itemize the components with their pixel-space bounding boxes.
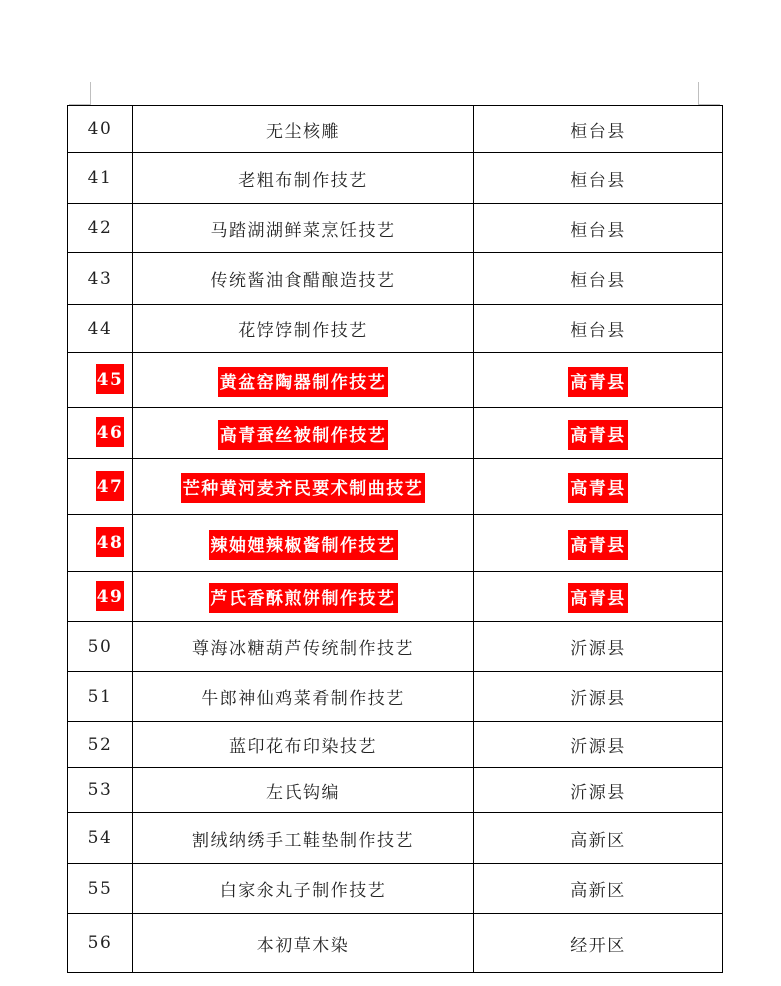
project-name-text: 高青蚕丝被制作技艺 bbox=[218, 420, 389, 450]
county-cell bbox=[474, 722, 723, 768]
row-number-text: 46 bbox=[96, 417, 125, 447]
project-name-text: 无尘核雕 bbox=[266, 121, 340, 142]
table-row bbox=[68, 768, 723, 813]
row-number-cell bbox=[68, 864, 133, 914]
table-row bbox=[68, 153, 723, 204]
table-row bbox=[68, 813, 723, 864]
county-text: 高青县 bbox=[568, 473, 628, 503]
project-name-cell bbox=[133, 864, 474, 914]
row-number-text: 56 bbox=[87, 933, 113, 953]
row-number-text: 44 bbox=[87, 318, 113, 339]
county-text: 高青县 bbox=[568, 583, 628, 613]
county-cell bbox=[474, 459, 723, 515]
project-name-text: 老粗布制作技艺 bbox=[238, 170, 368, 191]
row-number-text: 48 bbox=[96, 527, 125, 557]
row-number-cell bbox=[68, 722, 133, 768]
county-text: 桓台县 bbox=[570, 271, 626, 291]
table-row bbox=[68, 408, 723, 459]
table-row bbox=[68, 106, 723, 153]
row-number-cell bbox=[68, 572, 133, 622]
county-cell bbox=[474, 253, 723, 305]
project-name-text: 本初草木染 bbox=[256, 935, 350, 956]
row-number-text: 55 bbox=[87, 878, 113, 899]
county-cell bbox=[474, 106, 723, 153]
county-cell bbox=[474, 672, 723, 722]
project-name-cell bbox=[133, 515, 474, 572]
county-cell bbox=[474, 408, 723, 459]
project-name-text: 黄盆窑陶器制作技艺 bbox=[218, 367, 389, 397]
table-body bbox=[68, 106, 723, 973]
project-name-text: 牛郎神仙鸡菜肴制作技艺 bbox=[201, 689, 405, 709]
county-cell bbox=[474, 864, 723, 914]
project-name-text: 马踏湖湖鲜菜烹饪技艺 bbox=[210, 220, 396, 241]
county-text: 经开区 bbox=[570, 935, 626, 956]
project-name-cell bbox=[133, 353, 474, 408]
row-number-text: 42 bbox=[87, 218, 113, 238]
project-name-text: 割绒纳绣手工鞋垫制作技艺 bbox=[192, 830, 414, 851]
table-row bbox=[68, 353, 723, 408]
project-name-cell bbox=[133, 768, 474, 813]
project-name-cell bbox=[133, 106, 474, 153]
row-number-text: 45 bbox=[96, 364, 125, 394]
table-row bbox=[68, 672, 723, 722]
table-row bbox=[68, 864, 723, 914]
project-name-cell bbox=[133, 305, 474, 353]
project-name-cell bbox=[133, 914, 474, 973]
county-text: 高新区 bbox=[570, 881, 626, 901]
row-number-cell bbox=[68, 768, 133, 813]
row-number-text: 49 bbox=[96, 581, 125, 611]
crop-mark-top-right-vertical bbox=[698, 82, 699, 104]
row-number-cell bbox=[68, 515, 133, 572]
county-text: 高青县 bbox=[568, 530, 628, 560]
project-name-text: 左氏钩编 bbox=[266, 782, 340, 803]
county-text: 沂源县 bbox=[570, 689, 626, 709]
heritage-project-table bbox=[67, 105, 723, 973]
row-number-text: 50 bbox=[87, 636, 113, 657]
county-text: 桓台县 bbox=[570, 321, 626, 341]
county-text: 桓台县 bbox=[570, 170, 626, 191]
table-row bbox=[68, 305, 723, 353]
row-number-text: 51 bbox=[87, 686, 113, 707]
table-row bbox=[68, 253, 723, 305]
row-number-text: 40 bbox=[87, 119, 113, 139]
county-text: 桓台县 bbox=[570, 121, 626, 142]
project-name-text: 辣妯娌辣椒酱制作技艺 bbox=[209, 530, 398, 560]
project-name-text: 传统酱油食醋酿造技艺 bbox=[210, 271, 396, 291]
table-row bbox=[68, 515, 723, 572]
project-name-cell bbox=[133, 408, 474, 459]
project-name-cell bbox=[133, 722, 474, 768]
row-number-cell bbox=[68, 204, 133, 253]
county-text: 沂源县 bbox=[570, 737, 626, 757]
county-text: 桓台县 bbox=[570, 220, 626, 241]
row-number-text: 52 bbox=[87, 734, 113, 755]
table-row bbox=[68, 572, 723, 622]
project-name-text: 芦氏香酥煎饼制作技艺 bbox=[209, 583, 398, 613]
table-row bbox=[68, 914, 723, 973]
row-number-cell bbox=[68, 459, 133, 515]
county-cell bbox=[474, 813, 723, 864]
crop-mark-top-left-vertical bbox=[90, 82, 91, 104]
row-number-cell bbox=[68, 813, 133, 864]
county-text: 高青县 bbox=[568, 420, 628, 450]
project-name-cell bbox=[133, 672, 474, 722]
project-name-text: 花饽饽制作技艺 bbox=[238, 321, 368, 341]
table-row bbox=[68, 204, 723, 253]
county-cell bbox=[474, 622, 723, 672]
row-number-cell bbox=[68, 914, 133, 973]
row-number-cell bbox=[68, 353, 133, 408]
row-number-cell bbox=[68, 305, 133, 353]
county-text: 沂源县 bbox=[570, 639, 626, 659]
county-cell bbox=[474, 515, 723, 572]
row-number-text: 43 bbox=[87, 268, 113, 289]
project-name-text: 白家氽丸子制作技艺 bbox=[219, 881, 387, 901]
table-row bbox=[68, 459, 723, 515]
county-text: 高青县 bbox=[568, 367, 628, 397]
row-number-cell bbox=[68, 622, 133, 672]
project-name-cell bbox=[133, 459, 474, 515]
row-number-cell bbox=[68, 672, 133, 722]
project-name-cell bbox=[133, 204, 474, 253]
county-cell bbox=[474, 153, 723, 204]
row-number-text: 41 bbox=[87, 168, 113, 188]
county-text: 沂源县 bbox=[570, 782, 626, 803]
project-name-text: 蓝印花布印染技艺 bbox=[229, 737, 377, 757]
county-cell bbox=[474, 572, 723, 622]
row-number-cell bbox=[68, 106, 133, 153]
row-number-text: 54 bbox=[87, 828, 113, 848]
row-number-text: 53 bbox=[87, 780, 113, 800]
row-number-text: 47 bbox=[96, 471, 125, 501]
row-number-cell bbox=[68, 153, 133, 204]
county-text: 高新区 bbox=[570, 830, 626, 851]
project-name-text: 尊海冰糖葫芦传统制作技艺 bbox=[192, 639, 414, 659]
table-row bbox=[68, 622, 723, 672]
county-cell bbox=[474, 914, 723, 973]
county-cell bbox=[474, 204, 723, 253]
project-name-cell bbox=[133, 572, 474, 622]
project-name-cell bbox=[133, 813, 474, 864]
project-name-cell bbox=[133, 622, 474, 672]
row-number-cell bbox=[68, 408, 133, 459]
project-name-cell bbox=[133, 153, 474, 204]
table-row bbox=[68, 722, 723, 768]
row-number-cell bbox=[68, 253, 133, 305]
project-name-cell bbox=[133, 253, 474, 305]
county-cell bbox=[474, 353, 723, 408]
county-cell bbox=[474, 305, 723, 353]
county-cell bbox=[474, 768, 723, 813]
project-name-text: 芒种黄河麦齐民要术制曲技艺 bbox=[181, 473, 426, 503]
